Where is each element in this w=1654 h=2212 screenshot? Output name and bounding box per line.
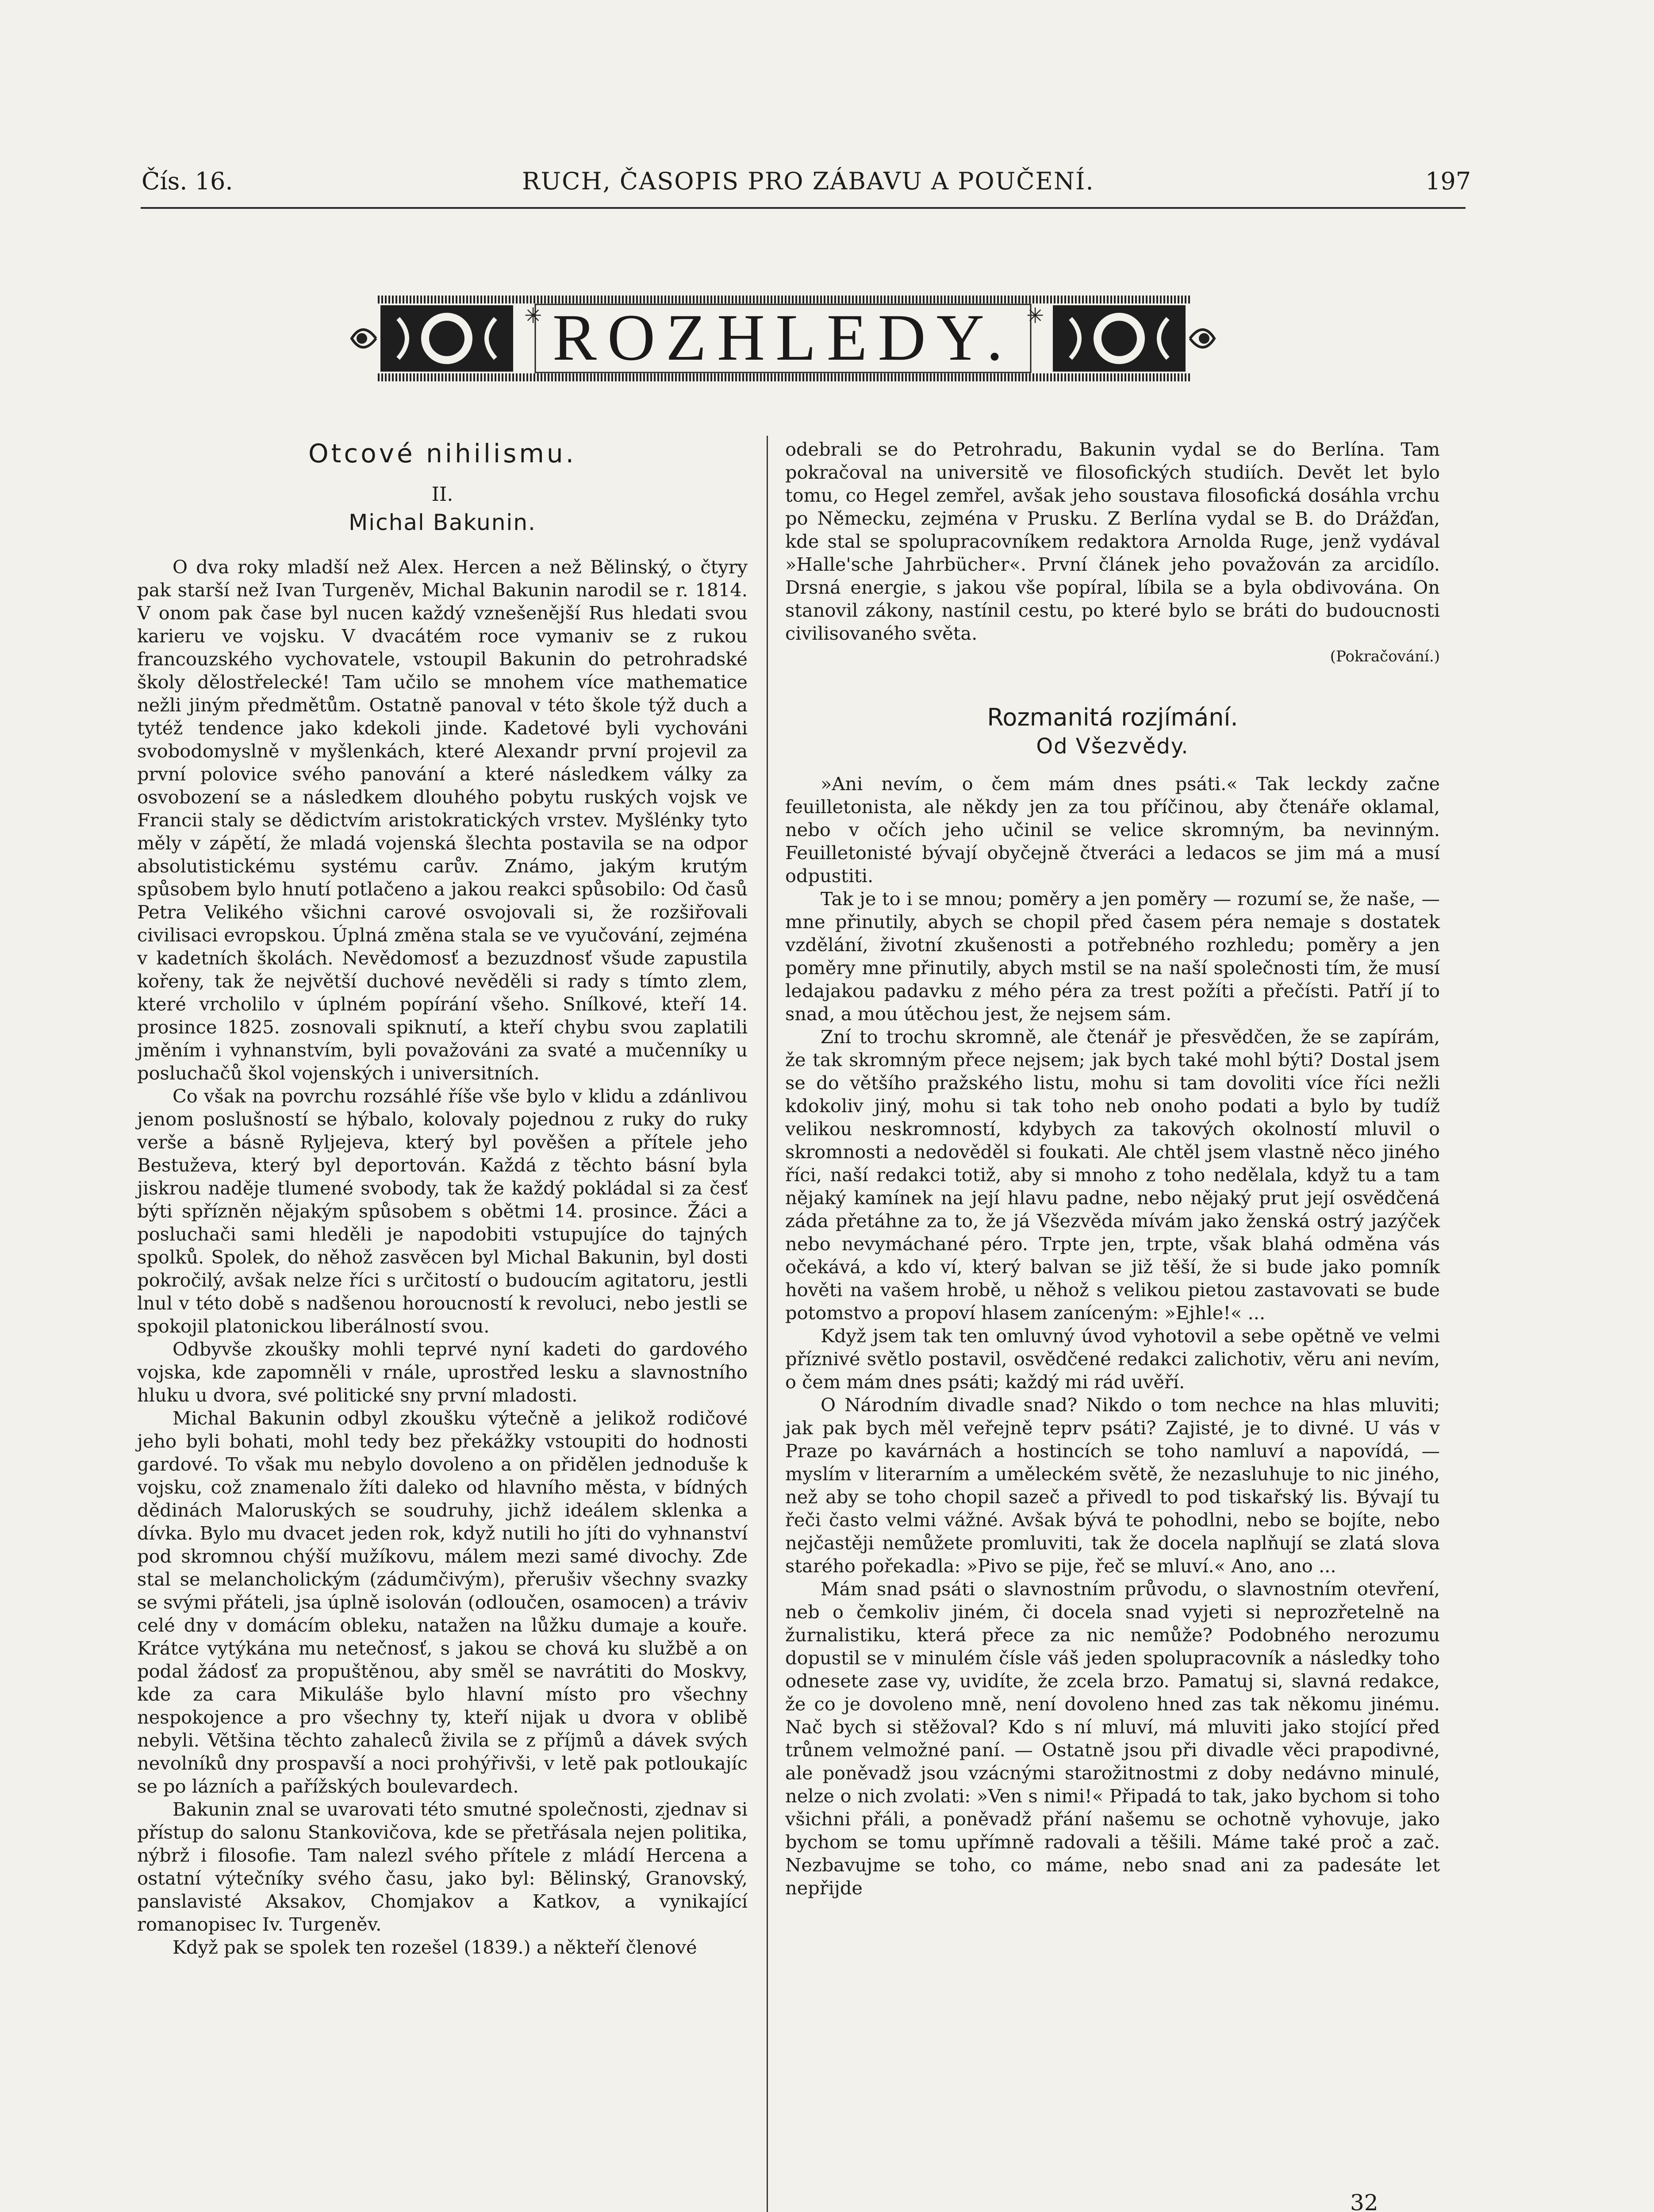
article2-title: Rozmanitá rozjímání. [987,703,1238,731]
journal-title: RUCH, ČASOPIS PRO ZÁBAVU A POUČENÍ. [522,167,1094,195]
article2-author: Od Všezvědy. [1036,734,1189,759]
svg-text:✳: ✳ [1026,303,1044,328]
paragraph: Když pak se spolek ten rozešel (1839.) a někteří členové [173,1936,697,1958]
issue-number: Čís. 16. [142,167,233,195]
paragraph: Když jsem tak ten omluvný úvod vyhotovil a sebe opětně ve velmi příznivé světlo postavil, osvědčené redakci zalichotiv, věru ani nevím, o čem mám dnes psáti; každý mi rád uvěří. [785,1325,1440,1393]
paragraph: O dva roky mladší než Alex. Hercen a než Bělinský, o čtyry pak starší než Ivan Turgeněv, Michal Bakunin narodil se r. 1814. V onom pak čase byl nucen každý vznešenější Rus hledati svou karieru ve vojsku. V dvacátém roce vymaniv se z rukou francouzského vychovatele, vstoupil Bakunin do petrohradské školy dělostřelecké! Tam učilo se mnohem více mathematice nežli jiným předmětům. Ostatně panoval v této škole týž duch a tytéž tendence jako kdekoli jinde. Kadetové byli vychováni svobodomyslně v myšlenkách, které Alexandr první projevil za první polovice svého panování a které následkem války za osvobození se a následkem dlouhého pobytu ruských vojsk ve Francii staly se dědictvím aristokratických vrstev. Myšlénky tyto měly v zápětí, že mladá vojenská šlechta postavila se na odpor absolutistickému systému carův. Známo, jakým krutým spůsobem bylo hnutí potlačeno a jakou reakci spůsobilo: Od časů Petra Velikého všichni carové osvojovali si, že rozšiřovali civilisaci evropskou. Úplná změna stala se ve vyučování, zejména v kadetních školách. Nevědomosť a bezuzdnosť všude zapustila kořeny, tak že největší duchové nevěděli si rady s tímto zlem, které vrcholilo v úplném popírání všeho. Snílkové, kteří 14. prosince 1825. zosnovali spiknutí, a kteří chybu svou zaplatili jměním i vyhnanstvím, byli považováni za svaté a mučenníky u posluchačů škol vojenských i universitních. [137,556,748,1084]
paragraph: »Ani nevím, o čem mám dnes psáti.« Tak leckdy začne feuilletonista, ale někdy jen za tou příčinou, aby čtenáře oklamal, nebo v očích jeho učinil se velice skromným, ba nevinným. Feuilletonisté bývají obyčejně čtveráci a ledacos se jim má a musí odpustiti. [785,773,1440,887]
paragraph: Tak je to i se mnou; poměry a jen poměry — rozumí se, že naše, — mne přinutily, abych se chopil před časem péra nemaje s dostatek vzdělání, životní zkušenosti a potřebného rozhledu; poměry a jen poměry mne přinutily, abych mstil se na naší společnosti tím, že musí ledajakou padavku z mého péra za trest požíti a přečísti. Patří jí to snad, a mou útěchou jest, že nejsem sám. [785,888,1440,1025]
svg-text:✳: ✳ [524,303,542,328]
paragraph: Zní to trochu skromně, ale čtenář je přesvědčen, že se zapírám, že tak skromným přece nejsem; jak bych také mohl býti? Dostal jsem se do většího pražského listu, mohu si tam dovoliti více říci nežli kdokoliv jiný, mohu si tak toho neb onoho podati a bylo by tudíž velikou neskromností, kdybych za takových okolností mluvil o skromnosti a nedověděl si foukati. Ale chtěl jsem vlastně něco jiného říci, naší redakci totiž, aby si mnoho z toho nedělala, když tu a tam nějaký kamínek na její hlavu padne, nebo nějaký prut její osvědčená záda přetáhne za to, že já Všezvěda mívám jako ženská ostrý jazýček nebo nevymáchané péro. Trpte jen, trpte, však blahá odměna vás očekává, a kdo ví, který balvan se již těší, že si bude jako pomník hověti na vašem hrobě, u něhož s velikou pietou zastavovati se bude potomstvo a propoví hlasem zaníceným: »Ejhle!« ... [785,1026,1440,1324]
continued-note: (Pokračování.) [1330,648,1440,665]
paragraph: Bakunin znal se uvarovati této smutné společnosti, zjednav si přístup do salonu Stankovičova, kde se přetřásala nejen politika, nýbrž i filosofie. Tam nalezl svého přítele z mládí Hercena a ostatní výtečníky svého času, jako byl: Bělinský, Granovský, panslavisté Aksakov, Chomjakov a Katkov, a vynikající romanopisec Iv. Turgeněv. [137,1798,748,1935]
paragraph: O Národním divadle snad? Nikdo o tom nechce na hlas mluviti; jak pak bych měl veřejně teprv psáti? Zajisté, je to divné. U vás v Praze po kavárnách a hostincích se toho namluví a napovídá, — myslím v literarním a uměleckém světě, že nezasluhuje to nic jiného, než aby se toho chopil sazeč a přivedl to pod tiskařský lis. Bývají tu řeči často velmi vážné. Avšak bývá te pohodlni, nebo se bojíte, nebo nejčastěji nemůžete promluviti, tak že docela naplňují se zlatá slova starého pořekadla: »Pivo se pije, řeč se mluví.« Ano, ano ... [785,1394,1440,1577]
column-divider [767,436,768,2212]
article-gap [785,668,1440,703]
sheet-number: 32 [1350,2190,1378,2212]
section-banner [349,292,1217,385]
paragraph: Co však na povrchu rozsáhlé říše vše bylo v klidu a zdánlivou jenom poslušností se hýbalo, kolovaly pojednou z ruky do ruky verše a básně Ryljejeva, který byl pověšen a přítele jeho Bestuževa, který byl deportován. Každá z těchto básní byla jiskrou naděje tlumené svobody, tak že každý pokládal si za česť býti spřízněn nějakým spůsobem s obětmi 14. prosince. Žáci a posluchači sami hleděli je napodobiti vstupujíce do tajných spolků. Spolek, do něhož zasvěcen byl Michal Bakunin, byl dosti pokročilý, avšak nelze říci s určitostí o budoucím agitatoru, jestli lnul v této době s nadšenou horoucností k revoluci, nebo jestli se spokojil platonickou liberálností svou. [137,1085,748,1337]
section-title: ROZHLEDY. [552,301,1014,374]
paragraph: Mám snad psáti o slavnostním průvodu, o slavnostním otevření, neb o čemkoliv jiném, či docela snad vyjeti si neprozřetelně na žurnalistiku, která přece za nic nemůže? Podobného nerozumu dopustil se v minulém čísle váš jeden spolupracovník a následky toho odnesete zase vy, uvidíte, že zcela brzo. Pamatuj si, slavná redakce, že co je dovoleno mně, není dovoleno hned zas tak někomu jinému. Nač bych si stěžoval? Kdo s ní mluví, má mluviti jako stojící před trůnem velmožné paní. — Ostatně jsou při divadle věci prapodivné, ale poněvadž jsou vzácnými starožitnostmi z doby nedávno minulé, nelze o nich zvolati: »Ven s nimi!« Připadá to tak, jako bychom si toho všichni přáli, a poněvadž přání našemu se ochotně vyhovuje, jako bychom se tomu upřímně radovali a těšili. Máme také proč a zač. Nezbavujme se toho, co máme, nebo snad ani za padesáte let nepřijde [785,1578,1440,1899]
article-title: Otcové nihilismu. [308,438,577,469]
paragraph-continued: odebrali se do Petrohradu, Bakunin vydal se do Berlína. Tam pokračoval na universitě ve filosofických studiích. Devět let bylo tomu, co Hegel zemřel, avšak jeho soustava filosofická dosáhla vrchu po Německu, zejména v Prusku. Z Berlína vydal se B. do Drážďan, kde stal se spolupracovníkem redaktora Arnolda Ruge, jenž vydával »Halle'sche Jahrbücher«. První článek jeho považován za arcidílo. Drsná energie, s jakou vše popíral, líbila se a byla obdivována. On stanovil zákony, nastínil cestu, po které bylo se bráti do budoucnosti civilisovaného světa. [785,438,1440,644]
paragraph: Michal Bakunin odbyl zkoušku výtečně a jelikož rodičové jeho byli bohati, mohl tedy bez překážky vstoupiti do hodnosti gardové. To však mu nebylo dovoleno a on přidělen jednoduše k vojsku, což znamenalo žíti daleko od hlavního města, v bídných dědinách Maloruských se soudruhy, jichž ideálem sklenka a dívka. Bylo mu dvacet jeden rok, když nutili ho jíti do vyhnanství pod skromnou chýší mužíkovu, málem mezi samé divochy. Zde stal se melancholickým (zádumčivým), přerušiv všechny svazky se svými přáteli, jsa úplně isolován (odloučen, osamocen) a tráviv celé dny v domácím obleku, natažen na lůžku dumaje a kouře. Krátce vytýkána mu netečnosť, s jakou se chová ku službě a on podal žádosť za propuštěnou, aby směl se navrátiti do Moskvy, kde za cara Mikuláše bylo hlavní místo pro všechny nespokojence a pro všechny ty, kteří nijak u dvora v oblibě nebyli. Většina těchto zahaleců živila se z příjmů a dávek svých nevolníků dny prospavší a noci prohýřivši, v letě pak potloukajíc se po lázních a pařížských boulevardech. [137,1407,748,1797]
article-part: II. [431,483,453,506]
right-column [785,438,1440,1900]
article-subtitle: Michal Bakunin. [349,510,536,535]
page-number: 197 [1425,167,1471,195]
header-rule [141,207,1466,209]
left-column [137,438,748,1959]
paragraph: Odbyvše zkoušky mohli teprvé nyní kadeti do gardového vojska, kde zapomněli v rnále, uprostřed lesku a slavnostního hluku u dvora, své politické sny první mladosti. [137,1338,748,1406]
